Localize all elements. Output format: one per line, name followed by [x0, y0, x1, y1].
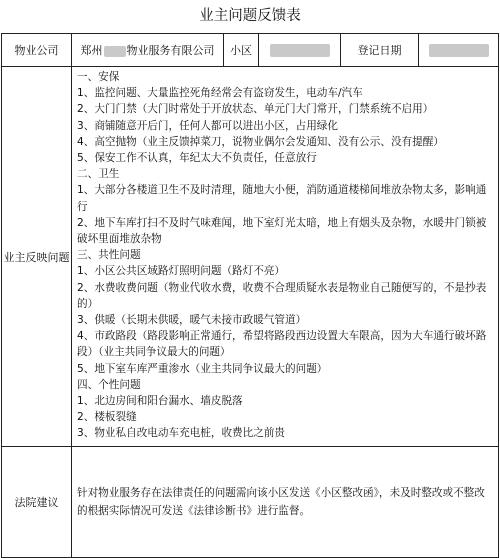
community-value	[259, 34, 341, 67]
list-item: 2、地下车库打扫不及时气味难闻，地下室灯光太暗，地上有烟头及杂物，水暖井门锁被破坏里面堆放杂物	[77, 216, 487, 246]
list-item: 1、监控问题、大量监控死角经常会有盗窃发生，电动车/汽车	[77, 87, 363, 100]
list-item: 5、保安工作不认真，年纪太大不负责任，任意放行	[77, 152, 317, 165]
redacted-block	[429, 44, 489, 57]
section-title: 三、共性问题	[77, 249, 141, 262]
list-item: 3、商铺随意开后门，任何人都可以进出小区，占用绿化	[77, 119, 338, 132]
form-title: 业主问题反馈表	[199, 8, 301, 24]
section-individual-issues	[77, 377, 494, 442]
list-item: 1、北边房间和阳台漏水、墙皮脱落	[77, 395, 243, 408]
list-item: 1、大部分各楼道卫生不及时清理，随地大小便，消防通道楼梯间堆放杂物太多，影响通行	[77, 184, 487, 213]
header-row	[2, 34, 499, 67]
section-common-issues	[77, 247, 494, 377]
list-item: 3、供暖（长期未供暖，暖气未接市政暖气管道）	[77, 314, 307, 327]
list-item: 2、大门门禁（大门时常处于开放状态、单元门大门常开，门禁系统不启用）	[77, 103, 434, 116]
list-item: 5、地下室车库严重渗水（业主共同争议最大的问题）	[77, 362, 328, 375]
section-title: 二、卫生	[77, 168, 120, 181]
date-label: 登记日期	[341, 34, 419, 67]
issues-label: 业主反映问题	[2, 67, 72, 447]
section-title: 四、个性问题	[77, 378, 141, 391]
issues-content	[72, 67, 499, 447]
list-item: 1、小区公共区域路灯照明问题（路灯不亮）	[77, 265, 286, 278]
section-security	[77, 69, 494, 166]
company-label: 物业公司	[2, 34, 72, 67]
date-value	[419, 34, 499, 67]
company-prefix: 郑州	[80, 44, 103, 57]
list-item: 2、水费收费问题（物业代收水费，收费不合理质疑水表是物业自己随便写的，不是抄表的）	[77, 281, 487, 310]
list-item: 2、楼板裂缝	[77, 411, 137, 424]
advice-row	[2, 447, 499, 558]
advice-text: 针对物业服务存在法律责任的问题需向该小区发送《小区整改函》，未及时整改或不整改的根据实际情况可发送《法律诊断书》进行监督。	[72, 447, 499, 558]
list-item: 3、物业私自改电动车充电桩，收费比之前贵	[77, 427, 286, 440]
company-value	[72, 34, 224, 67]
section-title: 一、安保	[77, 71, 120, 83]
section-hygiene	[77, 166, 494, 247]
list-item: 4、高空抛物（业主反馈掉菜刀，说物业偶尔会发通知、没有公示、没有提醒）	[77, 135, 444, 148]
feedback-table	[1, 33, 499, 558]
redacted-block	[270, 44, 330, 57]
list-item: 4、市政路段（路段影响正常通行，希望将路段西边设置大车限高，因为大车通行破坏路段）（业主共同争议最大的问题）	[77, 330, 487, 359]
community-label: 小区	[224, 34, 259, 67]
advice-label: 法院建议	[2, 447, 72, 558]
issues-row	[2, 67, 499, 447]
company-suffix: 物业服务有限公司	[126, 44, 215, 57]
redacted-block	[104, 46, 126, 57]
